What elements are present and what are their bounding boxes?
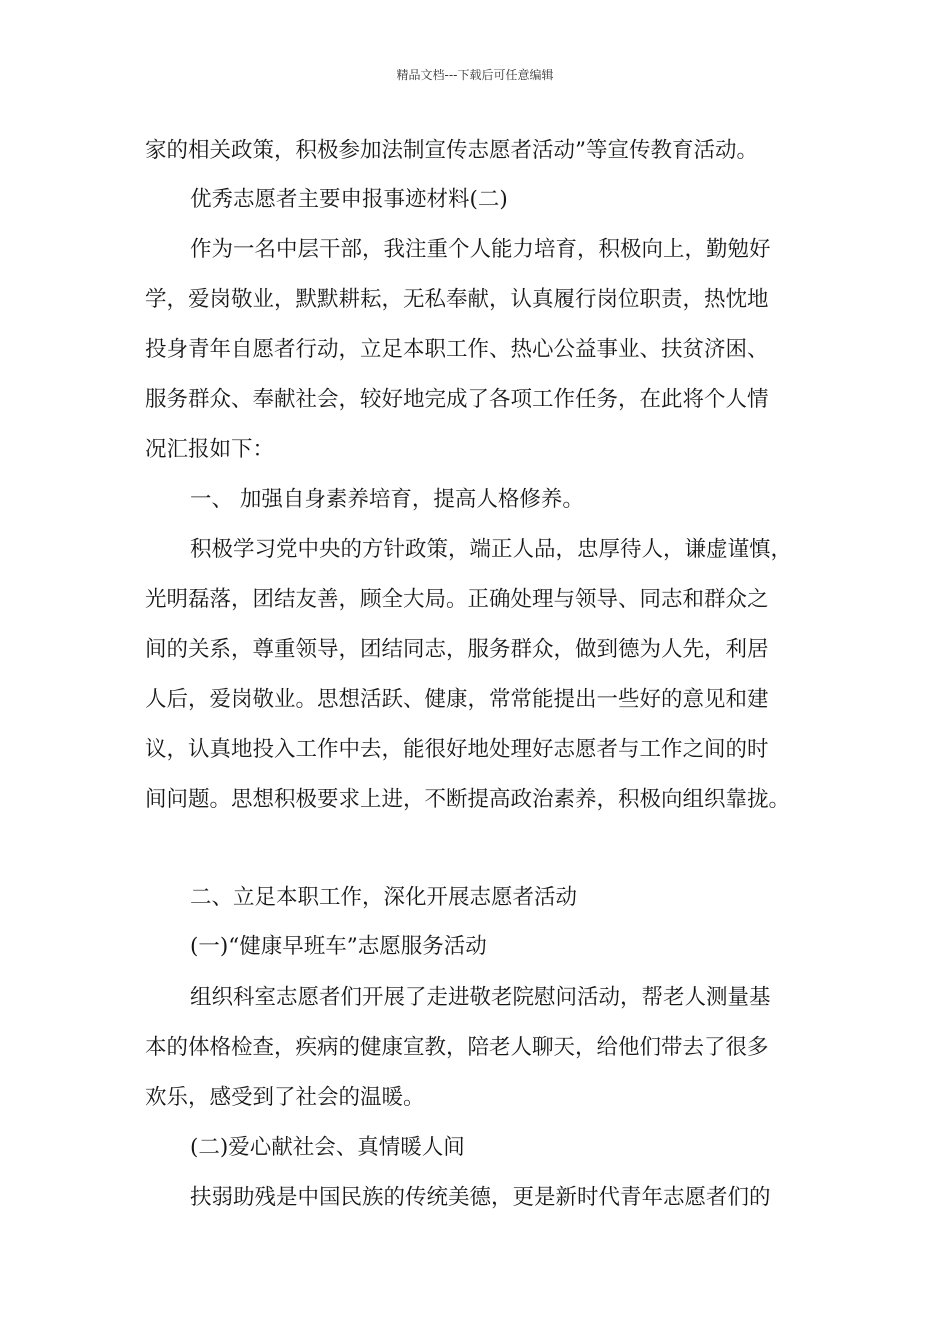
paragraph-line: 投身青年自愿者行动，立足本职工作、热心公益事业、扶贫济困、 [145,337,769,362]
subsection-heading: (一)“健康早班车”志愿服务活动 [190,934,487,959]
paragraph-line: 家的相关政策，积极参加法制宣传志愿者活动”等宣传教育活动。 [145,138,758,163]
paragraph-line: 间问题。思想积极要求上进，不断提高政治素养，积极向组织靠拢。 [145,787,791,812]
paragraph-line: 议，认真地投入工作中去，能很好地处理好志愿者与工作之间的时 [145,737,769,762]
page-header: 精品文档---下载后可任意编辑 [396,68,554,82]
paragraph-line: 间的关系，尊重领导，团结同志，服务群众，做到德为人先，利居 [145,637,769,662]
paragraph-line: 服务群众、奉献社会，较好地完成了各项工作任务，在此将个人情 [145,387,769,412]
section-heading: 一、 加强自身素养培育，提高人格修养。 [190,487,584,512]
paragraph-line: 况汇报如下： [145,437,275,462]
paragraph-line: 扶弱助残是中国民族的传统美德，更是新时代青年志愿者们的 [190,1185,771,1210]
paragraph-line: 光明磊落，团结友善，顾全大局。正确处理与领导、同志和群众之 [145,587,769,612]
section-heading: 二、立足本职工作，深化开展志愿者活动 [190,885,578,910]
paragraph-line: 作为一名中层干部，我注重个人能力培育，积极向上，勤勉好 [190,237,771,262]
subsection-heading: (二)爱心献社会、真情暖人间 [190,1135,465,1160]
paragraph-line: 学，爱岗敬业，默默耕耘，无私奉献，认真履行岗位职责，热忱地 [145,287,769,312]
paragraph-line: 人后，爱岗敬业。思想活跃、健康，常常能提出一些好的意见和建 [145,687,769,712]
section-title: 优秀志愿者主要申报事迹材料(二) [190,187,508,212]
paragraph-line: 本的体格检查，疾病的健康宣教，陪老人聊天，给他们带去了很多 [145,1035,769,1060]
paragraph-line: 积极学习党中央的方针政策，端正人品，忠厚待人，谦虚谨慎， [190,537,793,562]
paragraph-line: 欢乐，感受到了社会的温暖。 [145,1085,425,1110]
paragraph-line: 组织科室志愿者们开展了走进敬老院慰问活动，帮老人测量基 [190,985,771,1010]
